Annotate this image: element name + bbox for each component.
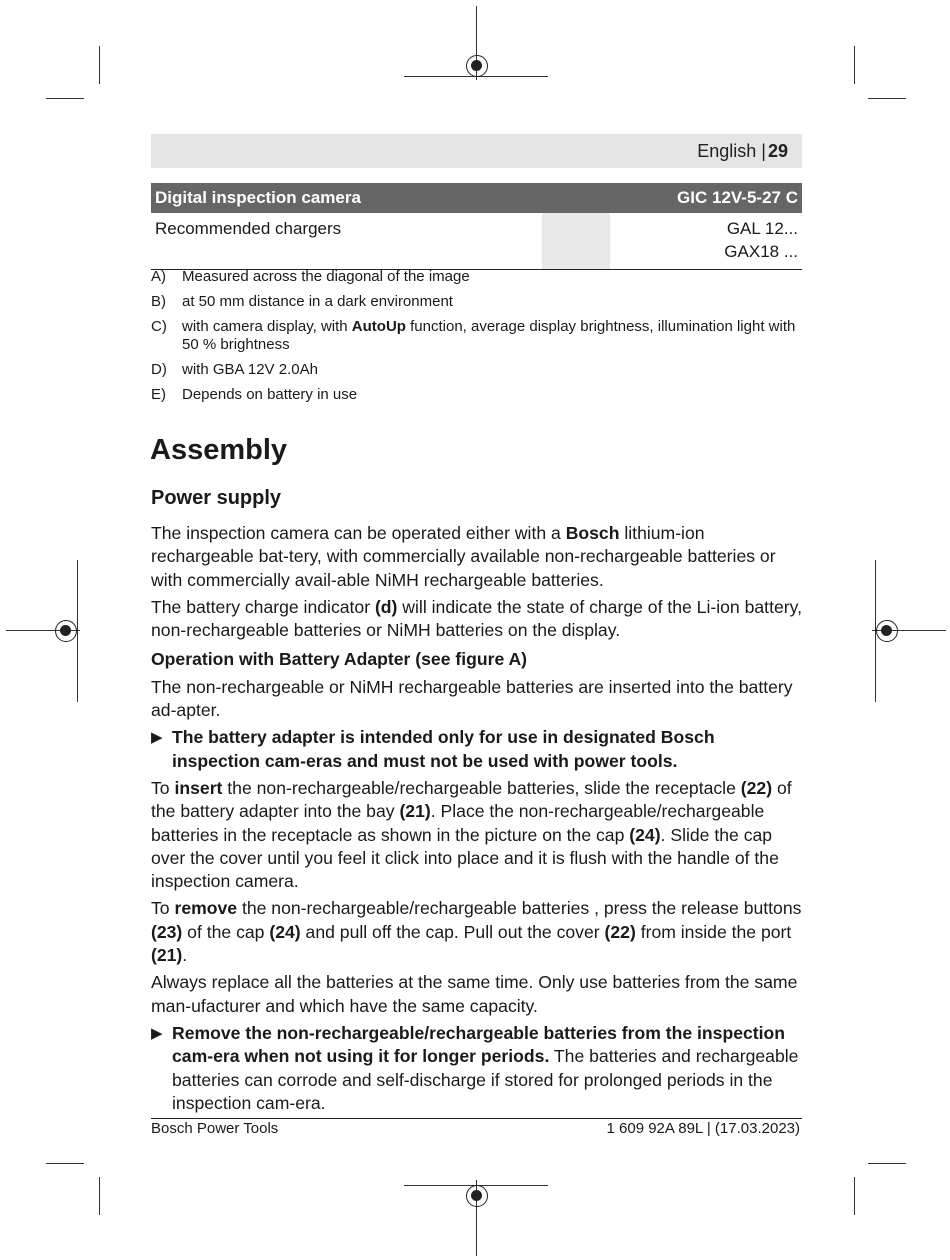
empty-cell: [542, 213, 610, 270]
subheading: Operation with Battery Adapter (see figure A): [151, 649, 528, 670]
section-title: Assembly: [150, 434, 288, 466]
warning-note: ▶ Remove the non-rechargeable/rechargeable batteries from the inspection cam-era when not using it for longer periods. The batteries and rechargeable batteries can corrode and self-discharge if stored for prolonged periods in the inspection cam-era.: [151, 1022, 806, 1115]
warning-note: ▶ The battery adapter is intended only for use in designated Bosch inspection cam-eras and must not be used with power tools.: [151, 726, 806, 773]
table-row: [151, 213, 802, 270]
paragraph: The non-rechargeable or NiMH rechargeable batteries are inserted into the battery ad-apter.: [151, 676, 793, 721]
triangle-right-icon: ▶: [151, 729, 163, 747]
body-text: [151, 522, 806, 1119]
footnote-b: B) at 50 mm distance in a dark environment: [151, 293, 453, 310]
footer-docnumber: 1 609 92A 89L | (17.03.2023): [606, 1120, 800, 1137]
paragraph: To insert the non-rechargeable/rechargeable batteries, slide the receptacle (22) of the battery adapter into the bay (21). Place the non-rechargeable/rechargeable batteries in the receptacle as shown in the picture on the cap (24). Slide the cap over the cover until you feel it click into place and it is flush with the handle of the inspection camera.: [151, 777, 792, 892]
page-number: 29: [767, 140, 788, 161]
footnote-c: C) with camera display, with AutoUp function, average display brightness, illumination light with 50 % brightness: [151, 318, 796, 353]
paragraph: The battery charge indicator (d) will indicate the state of charge of the Li-ion battery, non-rechargeable batteries or NiMH batteries on the display.: [151, 596, 802, 641]
footer-divider: [151, 1118, 802, 1119]
paragraph: The inspection camera can be operated either with a Bosch lithium-ion rechargeable bat-tery, with commercially available non-rechargeable batteries or with commercially avail-able NiMH rechargeable batteries.: [151, 523, 776, 590]
spec-table-model: GIC 12V-5-27 C: [610, 183, 802, 213]
spec-table-header: [151, 183, 802, 213]
footer-brand: Bosch Power Tools: [151, 1120, 279, 1137]
paragraph: Always replace all the batteries at the same time. Only use batteries from the same man-ufacturer and which have the same capacity.: [151, 972, 798, 1016]
subsection-title: Power supply: [151, 487, 282, 509]
row-label: Recommended chargers: [151, 213, 542, 270]
charger-value-2: GAX18 ...: [724, 242, 798, 261]
footnote-a: A) Measured across the diagonal of the image: [151, 268, 470, 285]
page-footer: [151, 1120, 800, 1137]
paragraph: To remove the non-rechargeable/rechargeable batteries , press the release buttons (23) of the cap (24) and pull off the cap. Pull out the cover (22) from inside the port (21).: [151, 898, 802, 966]
footnote-e: E) Depends on battery in use: [151, 386, 358, 403]
spec-table: [151, 183, 802, 270]
footnote-d: D) with GBA 12V 2.0Ah: [151, 361, 318, 378]
page-header: [151, 134, 802, 168]
header-language: English |: [697, 140, 766, 161]
triangle-right-icon: ▶: [151, 1024, 163, 1042]
row-value: [610, 213, 802, 270]
footnotes: [151, 268, 802, 411]
spec-table-title: Digital inspection camera: [151, 183, 610, 213]
charger-value-1: GAL 12...: [726, 219, 798, 238]
